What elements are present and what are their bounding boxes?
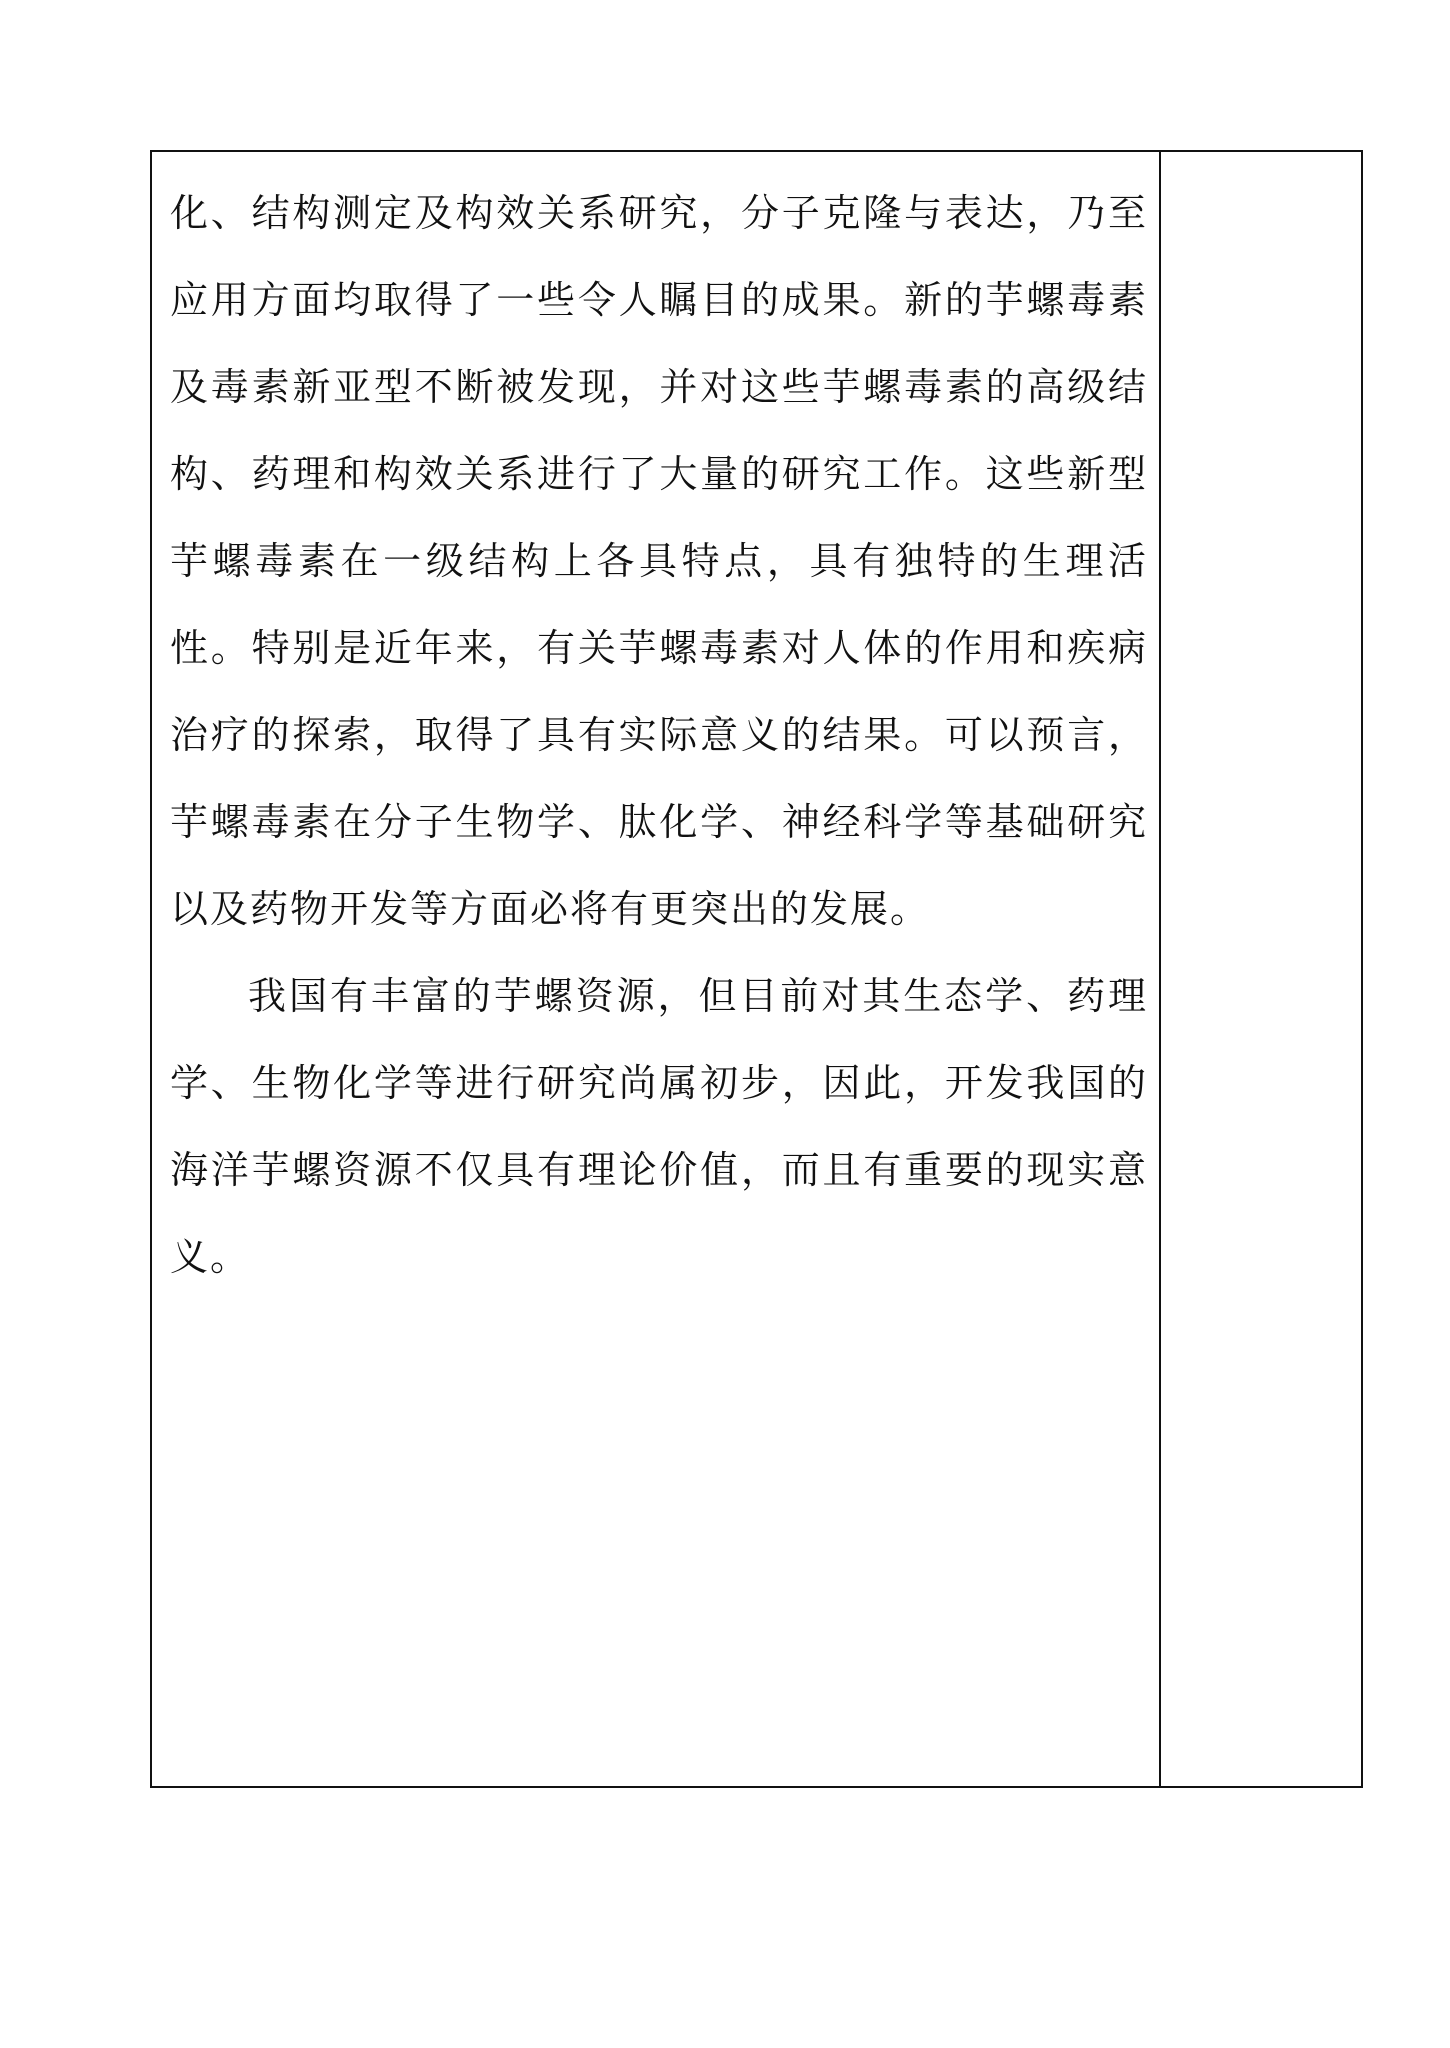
paragraph-1: 化、结构测定及构效关系研究，分子克隆与表达，乃至应用方面均取得了一些令人瞩目的成果。新的芋螺毒素及毒素新亚型不断被发现，并对这些芋螺毒素的高级结构、药理和构效关系进行了大量的研究工作。这些新型芋螺毒素在一级结构上各具特点，具有独特的生理活性。特别是近年来，有关芋螺毒素对人体的作用和疾病治疗的探索，取得了具有实际意义的结果。可以预言，芋螺毒素在分子生物学、肽化学、神经科学等基础研究以及药物开发等方面必将有更突出的发展。: [170, 191, 1148, 931]
empty-side-column: [1159, 152, 1361, 1786]
paragraph-2: 我国有丰富的芋螺资源，但目前对其生态学、药理学、生物化学等进行研究尚属初步，因此，开发我国的海洋芋螺资源不仅具有理论价值，而且有重要的现实意义。: [170, 974, 1148, 1279]
document-table: [150, 150, 1363, 1788]
main-text-cell: [170, 152, 1148, 1786]
